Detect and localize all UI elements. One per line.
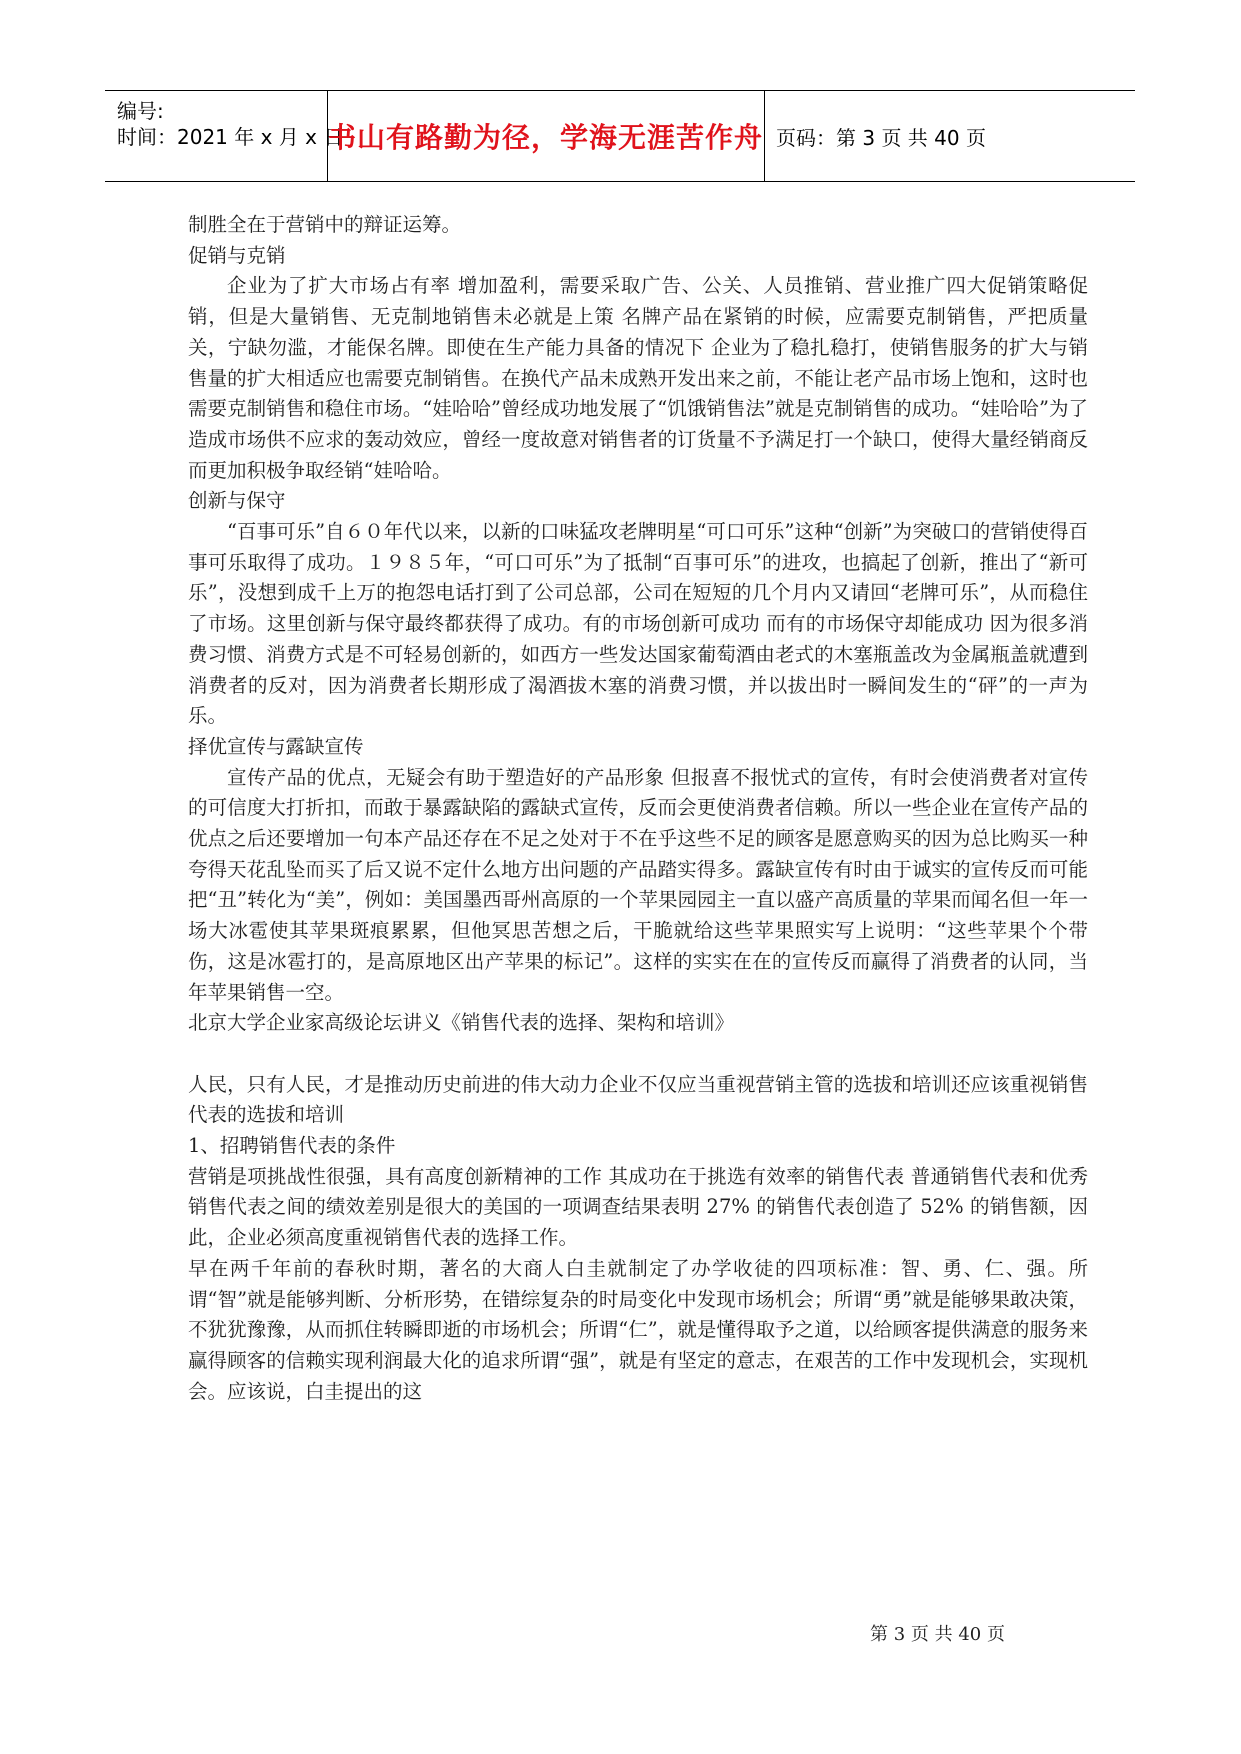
paragraph-line: 促销与克销 (188, 243, 286, 267)
paragraph-line: 创新与保守 (188, 489, 286, 513)
header-divider-right (764, 91, 765, 181)
blank-line (188, 1039, 1088, 1070)
paragraph-line: 择优宣传与露缺宣传 (188, 734, 364, 758)
body-paragraph: 企业为了扩大市场占有率 增加盈利，需要采取广告、公关、人员推销、营业推广四大促销策略促销，但是大量销售、无克制地销售未必就是上策 名牌产品在紧销的时候，应需要克制销售，严把质量关，宁缺勿滥，才能保名牌。即使在生产能力具备的情况下 企业为了稳扎稳打，使销售服务的扩大与销售量的扩大相适应也需要克制销售。在换代产品未成熟开发出来之前，不能让老产品市场上饱和，这时也需要克制销售和稳住市场。“娃哈哈”曾经成功地发展了“饥饿销售法”就是克制销售的成功。“娃哈哈”为了造成市场供不应求的轰动效应，曾经一度故意对销售者的订货量不予满足打一个缺口，使得大量经销商反而更加积极争取经销“娃哈哈。 (188, 274, 1088, 482)
header-page-label: 页码：第 3 页 共 40 页 (776, 125, 986, 150)
page-header (105, 90, 1135, 182)
paragraph-line: 人民，只有人民，才是推动历史前进的伟大动力企业不仅应当重视营销主管的选拔和培训还应该重视销售代表的选拔和培训 (188, 1072, 1088, 1127)
paragraph-line: 1、招聘销售代表的条件 (188, 1134, 396, 1158)
document-time-label: 时间：2021 年 x 月 x 日 (117, 125, 344, 149)
body-paragraph: 宣传产品的优点，无疑会有助于塑造好的产品形象 但报喜不报忧式的宣传，有时会使消费者对宣传的可信度大打折扣，而敢于暴露缺陷的露缺式宣传，反而会更使消费者信赖。所以一些企业在宣传产品的优点之后还要增加一句本产品还存在不足之处对于不在乎这些不足的顾客是愿意购买的因为总比购买一种夸得天花乱坠而买了后又说不定什么地方出问题的产品踏实得多。露缺宣传有时由于诚实的宣传反而可能把“丑”转化为“美”，例如：美国墨西哥州高原的一个苹果园园主一直以盛产高质量的苹果而闻名但一年一场大冰雹使其苹果斑痕累累，但他冥思苦想之后，干脆就给这些苹果照实写上说明：“这些苹果个个带伤，这是冰雹打的，是高原地区出产苹果的标记”。这样的实实在在的宣传反而赢得了消费者的认同，当年苹果销售一空。 (188, 765, 1088, 1004)
paragraph-line: 营销是项挑战性很强，具有高度创新精神的工作 其成功在于挑选有效率的销售代表 普通销售代表和优秀销售代表之间的绩效差别是很大的美国的一项调查结果表明 27% 的销售代表创造了 52% 的销售额，因此，企业必须高度重视销售代表的选择工作。 (188, 1164, 1088, 1250)
paragraph-line: 制胜全在于营销中的辩证运筹。 (188, 213, 462, 236)
header-motto: 书山有路勤为径，学海无涯苦作舟 (327, 121, 763, 154)
paragraph-line: 早在两千年前的春秋时期，著名的大商人白圭就制定了办学收徒的四项标准：智、勇、仁、强。所谓“智”就是能够判断、分析形势，在错综复杂的时局变化中发现市场机会；所谓“勇”就是能够果敢决策，不犹犹豫豫，从而抓住转瞬即逝的市场机会；所谓“仁”，就是懂得取予之道，以给顾客提供满意的服务来赢得顾客的信赖实现利润最大化的追求所谓“强”，就是有坚定的意志，在艰苦的工作中发现机会，实现机会。应该说，白圭提出的这 (188, 1256, 1088, 1403)
page-footer: 第 3 页 共 40 页 (870, 1624, 1005, 1645)
body-paragraph: “百事可乐”自６０年代以来，以新的口味猛攻老牌明星“可口可乐”这种“创新”为突破口的营销使得百事可乐取得了成功。１９８５年，“可口可乐”为了抵制“百事可乐”的进攻，也搞起了创新，推出了“新可乐”，没想到成千上万的抱怨电话打到了公司总部，公司在短短的几个月内又请回“老牌可乐”，从而稳住了市场。这里创新与保守最终都获得了成功。有的市场创新可成功 而有的市场保守却能成功 因为很多消费习惯、消费方式是不可轻易创新的，如西方一些发达国家葡萄酒由老式的木塞瓶盖改为金属瓶盖就遭到消费者的反对，因为消费者长期形成了渴酒拔木塞的消费习惯，并以拔出时一瞬间发生的“砰”的一声为乐。 (188, 520, 1088, 728)
document-body (188, 210, 1088, 1407)
paragraph-line: 北京大学企业家高级论坛讲义《销售代表的选择、架构和培训》 (188, 1011, 735, 1035)
document-number-label: 编号: (117, 99, 164, 123)
